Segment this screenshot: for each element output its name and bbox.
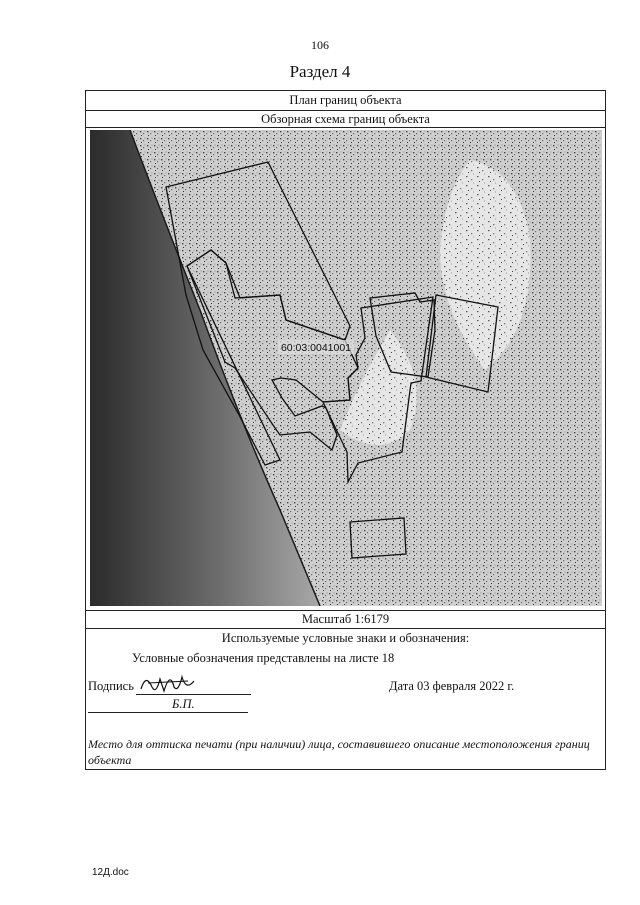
plan-table: [85, 90, 606, 770]
page-number: 106: [311, 38, 329, 52]
handwritten-signature: [138, 669, 198, 697]
overview-map: [86, 128, 605, 611]
signature-label: Подпись: [88, 679, 134, 693]
legend-text: Условные обозначения представлены на листе 18: [132, 651, 395, 665]
plan-header: План границ объекта: [86, 91, 605, 111]
stamp-place-note: Место для оттиска печати (при наличии) лица, составившего описание местоположения границ объекта: [88, 737, 590, 767]
document-date: Дата 03 февраля 2022 г.: [389, 679, 515, 693]
initials-line: [88, 712, 248, 713]
map-image: [90, 130, 602, 606]
plan-subheader: Обзорная схема границ объекта: [86, 111, 605, 128]
file-name-footer: 12Д.doc: [92, 867, 129, 878]
legend-title: Используемые условные знаки и обозначения:: [221, 631, 470, 645]
signature-initials: Б.П.: [172, 697, 195, 711]
section-title: Раздел 4: [289, 62, 351, 81]
parcel-label: 60:03:0041001: [280, 342, 352, 354]
signature-line: [136, 694, 251, 695]
map-scale: Масштаб 1:6179: [86, 611, 605, 629]
